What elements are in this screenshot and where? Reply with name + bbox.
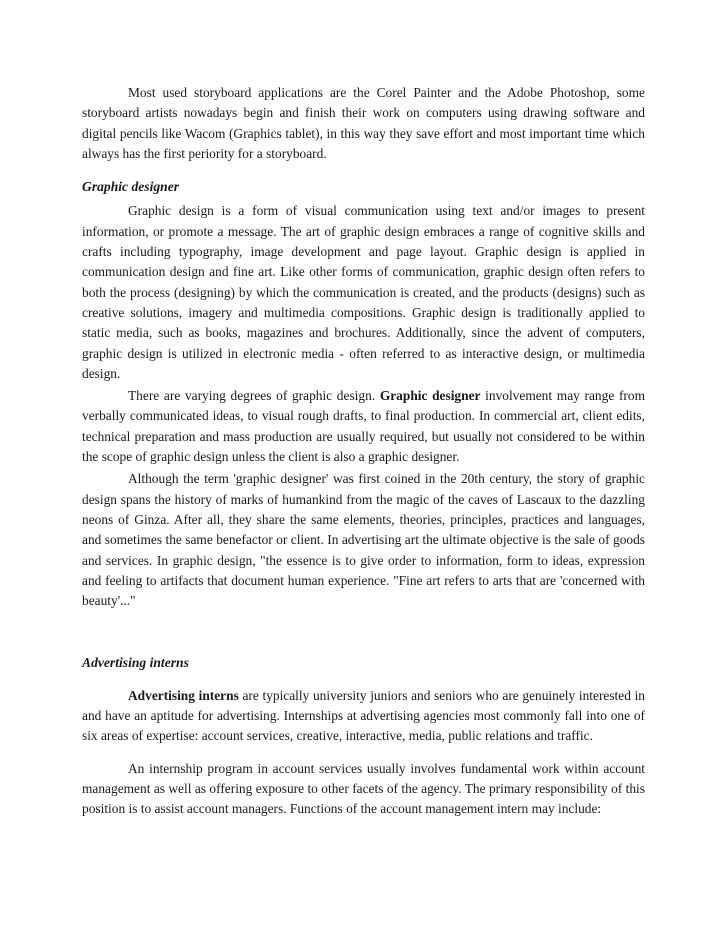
paragraph-advertising-interns xyxy=(82,686,645,747)
bold-term-advertising-interns: Advertising interns xyxy=(128,687,239,703)
paragraph-account-services-internship: An internship program in account services usually involves fundamental work within account management as well as offering exposure to other facets of the agency. The primary responsibility of this position is to assist account managers. Functions of the account management intern may include: xyxy=(82,760,645,817)
paragraph-text: involvement may range from verbally communicated ideas, to visual rough drafts, to final production. In commercial art, client edits, technical preparation and mass production are usually required, but usually not considered to be within the scope of graphic design unless the client is also a graphic designer. xyxy=(82,388,645,465)
paragraph-graphic-design-definition: Graphic design is a form of visual communication using text and/or images to present information, or promote a message. The art of graphic design embraces a range of cognitive skills and crafts including typography, image development and page layout. Graphic design is applied in communication design and fine art. Like other forms of communication, graphic design often refers to both the process (designing) by which the communication is created, and the products (designs) such as creative solutions, imagery and multimedia compositions. Graphic design is traditionally applied to static media, such as books, magazines and brochures. Additionally, since the advent of computers, graphic design is utilized in electronic media - often referred to as interactive design, or multimedia design. xyxy=(82,203,645,381)
section-heading-graphic-designer: Graphic designer xyxy=(82,179,180,195)
paragraph-text: There are varying degrees of graphic design. xyxy=(128,388,380,404)
paragraph-graphic-design-history: Although the term 'graphic designer' was first coined in the 20th century, the story of graphic design spans the history of marks of humankind from the magic of the caves of Lascaux to the dazzling neons of Ginza. After all, they share the same elements, theories, principles, practices and languages, and sometimes the same benefactor or client. In advertising art the ultimate objective is the sale of goods and services. In graphic design, "the essence is to give order to information, form to ideas, expression and feeling to artifacts that document human experience. "Fine art refers to arts that are 'concerned with beauty'..." xyxy=(82,471,645,609)
section-heading-advertising-interns: Advertising interns xyxy=(82,655,189,671)
paragraph-graphic-design-degrees xyxy=(82,386,645,467)
paragraph-text: are typically university juniors and seniors who are genuinely interested in and have an aptitude for advertising. Internships at advertising agencies most commonly fall into one of six areas of expertise: account services, creative, interactive, media, public relations and traffic. xyxy=(82,687,645,744)
document-body xyxy=(82,83,645,820)
bold-term-graphic-designer: Graphic designer xyxy=(379,388,481,404)
paragraph-storyboard-applications: Most used storyboard applications are the Corel Painter and the Adobe Photoshop, some storyboard artists nowadays begin and finish their work on computers using drawing software and digital pencils like Wacom (Graphics tablet), in this way they save effort and most important time which always has the first periority for a storyboard. xyxy=(82,85,645,161)
